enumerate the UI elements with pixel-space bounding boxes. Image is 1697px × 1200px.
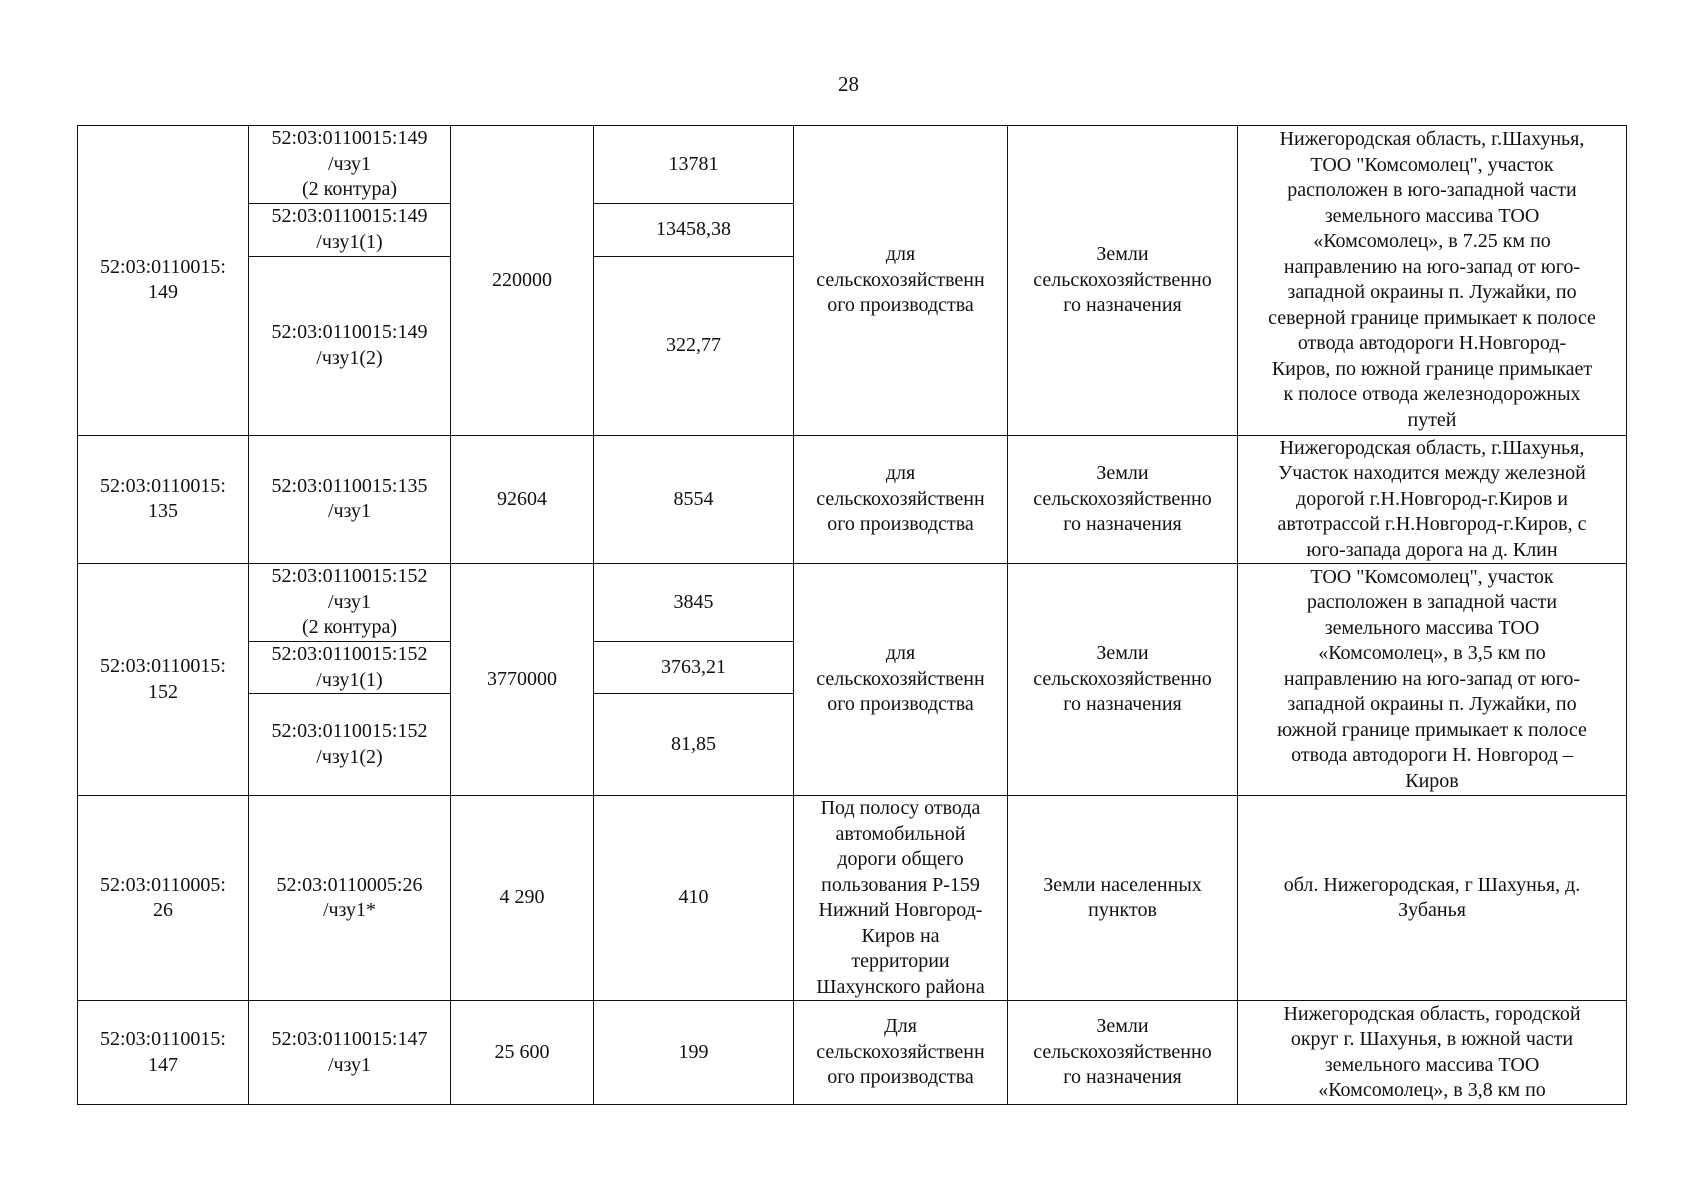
parcel-location: обл. Нижегородская, г Шахунья, д. Зубанья — [1238, 796, 1627, 1001]
zone-area: 199 — [594, 1001, 794, 1105]
zone-area: 322,77 — [594, 256, 794, 435]
parent-parcel-number: 52:03:0110015: 135 — [78, 435, 249, 564]
zone-number: 52:03:0110015:149 /чзу1 (2 контура) — [249, 126, 451, 204]
parcel-location: Нижегородская область, г.Шахунья, Участок находится между железной дорогой г.Н.Новгород-г.Киров и автотрассой г.Н.Новгород-г.Киров, с юго-запада дорога на д. Клин — [1238, 435, 1627, 564]
permitted-use: для сельскохозяйственн ого производства — [794, 435, 1008, 564]
permitted-use: для сельскохозяйственн ого производства — [794, 564, 1008, 796]
table-row — [78, 435, 1627, 564]
land-category: Земли населенных пунктов — [1008, 796, 1238, 1001]
zone-number: 52:03:0110015:152 /чзу1(1) — [249, 642, 451, 694]
land-category: Земли сельскохозяйственно го назначения — [1008, 564, 1238, 796]
parent-parcel-number: 52:03:0110015: 149 — [78, 126, 249, 436]
zone-number: 52:03:0110015:149 /чзу1(2) — [249, 256, 451, 435]
land-parcel-table — [77, 125, 1627, 1105]
zone-area: 3845 — [594, 564, 794, 642]
zone-area: 3763,21 — [594, 642, 794, 694]
parcel-area: 25 600 — [451, 1001, 594, 1105]
zone-number: 52:03:0110015:152 /чзу1 (2 контура) — [249, 564, 451, 642]
permitted-use: Для сельскохозяйственн ого производства — [794, 1001, 1008, 1105]
zone-area: 13781 — [594, 126, 794, 204]
zone-area: 410 — [594, 796, 794, 1001]
zone-number: 52:03:0110005:26 /чзу1* — [249, 796, 451, 1001]
land-category: Земли сельскохозяйственно го назначения — [1008, 1001, 1238, 1105]
parent-parcel-number: 52:03:0110015: 152 — [78, 564, 249, 796]
parcel-area: 3770000 — [451, 564, 594, 796]
land-category: Земли сельскохозяйственно го назначения — [1008, 435, 1238, 564]
parcel-location: Нижегородская область, городской округ г. Шахунья, в южной части земельного массива ТОО «Комсомолец», в 3,8 км по — [1238, 1001, 1627, 1105]
parcel-area: 220000 — [451, 126, 594, 436]
table-row — [78, 126, 1627, 204]
land-category: Земли сельскохозяйственно го назначения — [1008, 126, 1238, 436]
table-row — [78, 796, 1627, 1001]
parcel-location: ТОО "Комсомолец", участок расположен в западной части земельного массива ТОО «Комсомолец», в 3,5 км по направлению на юго-запад от юго- западной окраины п. Лужайки, по южной границе примыкает к полосе отвода автодороги Н. Новгород – Киров — [1238, 564, 1627, 796]
zone-number: 52:03:0110015:147 /чзу1 — [249, 1001, 451, 1105]
zone-number: 52:03:0110015:135 /чзу1 — [249, 435, 451, 564]
zone-area: 8554 — [594, 435, 794, 564]
zone-number: 52:03:0110015:149 /чзу1(1) — [249, 203, 451, 256]
permitted-use: для сельскохозяйственн ого производства — [794, 126, 1008, 436]
zone-area: 81,85 — [594, 694, 794, 796]
table-row — [78, 1001, 1627, 1105]
zone-number: 52:03:0110015:152 /чзу1(2) — [249, 694, 451, 796]
parent-parcel-number: 52:03:0110015: 147 — [78, 1001, 249, 1105]
parent-parcel-number: 52:03:0110005: 26 — [78, 796, 249, 1001]
table-row — [78, 564, 1627, 642]
zone-area: 13458,38 — [594, 203, 794, 256]
page-number: 28 — [838, 72, 859, 96]
parcel-area: 4 290 — [451, 796, 594, 1001]
permitted-use: Под полосу отвода автомобильной дороги общего пользования Р-159 Нижний Новгород- Киров на территории Шахунского района — [794, 796, 1008, 1001]
parcel-location: Нижегородская область, г.Шахунья, ТОО "Комсомолец", участок расположен в юго-западной части земельного массива ТОО «Комсомолец», в 7.25 км по направлению на юго-запад от юго- западной окраины п. Лужайки, по северной границе примыкает к полосе отвода автодороги Н.Новгород- Киров, по южной границе примыкает к полосе отвода железнодорожных путей — [1238, 126, 1627, 436]
parcel-area: 92604 — [451, 435, 594, 564]
